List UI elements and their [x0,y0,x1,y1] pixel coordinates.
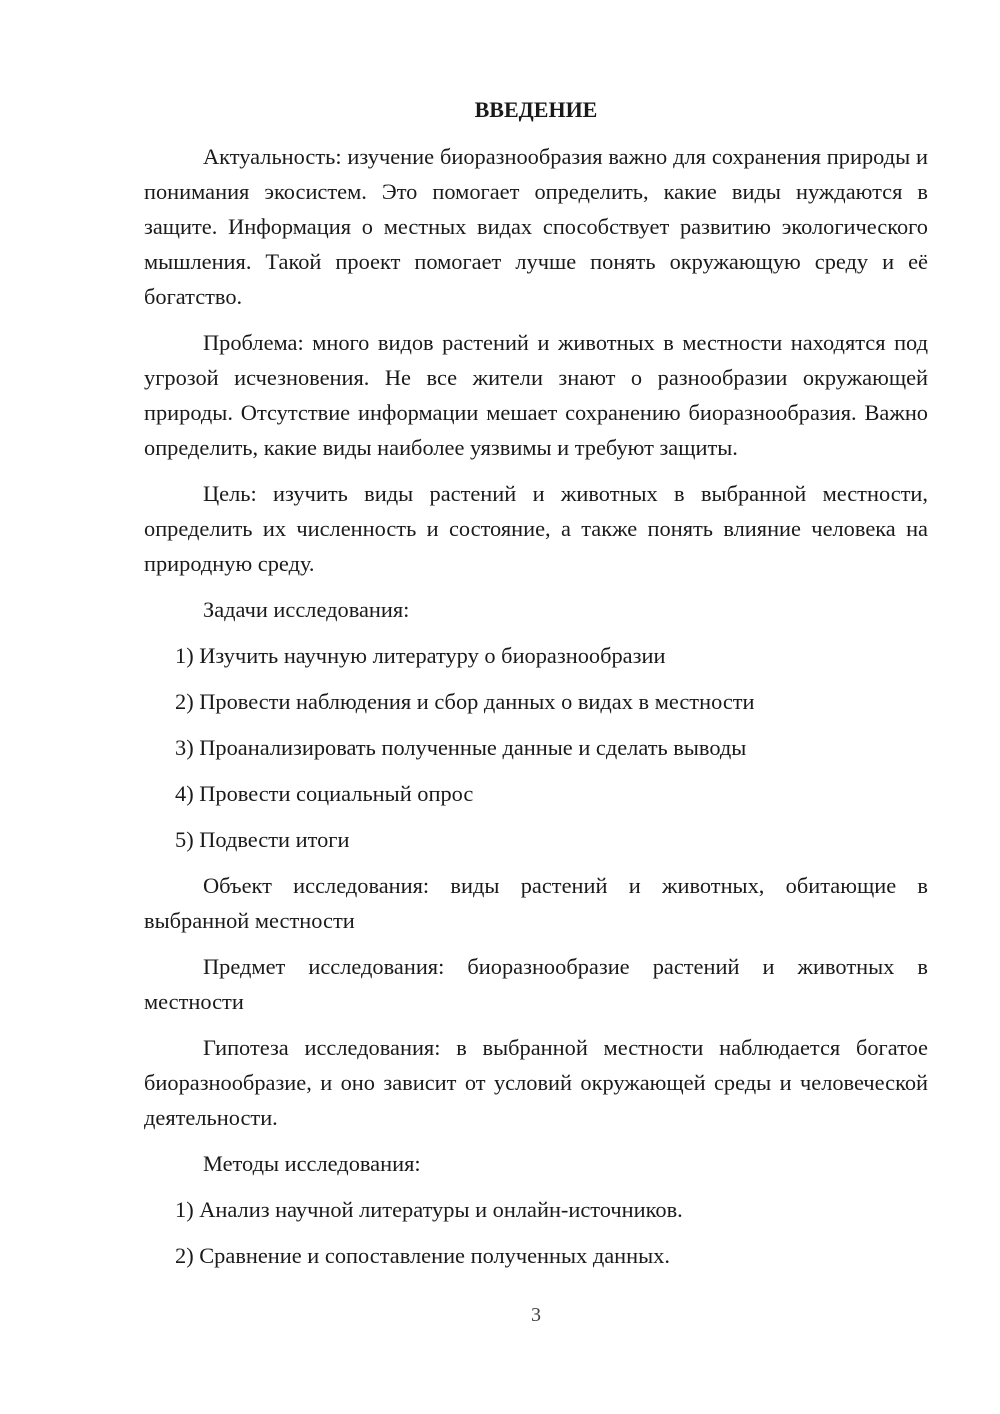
relevance-paragraph: Актуальность: изучение биоразнообразия важно для сохранения природы и понимания экосистем. Это помогает определить, какие виды нуждаются в защите. Информация о местных видах способствует развитию экологического мышления. Такой проект помогает лучше понять окружающую среду и её богатство. [144,144,928,309]
goal-paragraph: Цель: изучить виды растений и животных в выбранной местности, определить их численность и состояние, а также понять влияние человека на природную среду. [144,481,928,576]
task-item-1: 1) Изучить научную литературу о биоразнообразии [175,643,666,668]
page-number: 3 [531,1304,541,1326]
page-title: ВВЕДЕНИЕ [474,97,598,122]
task-item-5: 5) Подвести итоги [175,827,350,852]
document-page [144,92,928,1284]
hypothesis-paragraph: Гипотеза исследования: в выбранной местности наблюдается богатое биоразнообразие, и оно зависит от условий окружающей среды и человеческой деятельности. [144,1035,928,1130]
subject-paragraph: Предмет исследования: биоразнообразие растений и животных в местности [144,954,928,1014]
task-item-4: 4) Провести социальный опрос [175,781,474,806]
task-item-2: 2) Провести наблюдения и сбор данных о видах в местности [175,689,755,714]
problem-paragraph: Проблема: много видов растений и животных в местности находятся под угрозой исчезновения. Не все жители знают о разнообразии окружающей природы. Отсутствие информации мешает сохранению биоразнообразия. Важно определить, какие виды наиболее уязвимы и требуют защиты. [144,330,928,460]
method-item-1: 1) Анализ научной литературы и онлайн-источников. [175,1197,683,1222]
tasks-list [144,638,928,857]
object-paragraph: Объект исследования: виды растений и животных, обитающие в выбранной местности [144,873,928,933]
task-item-3: 3) Проанализировать полученные данные и сделать выводы [175,735,747,760]
methods-list [144,1192,928,1273]
methods-heading: Методы исследования: [203,1151,421,1176]
method-item-2: 2) Сравнение и сопоставление полученных данных. [175,1243,670,1268]
tasks-heading: Задачи исследования: [203,597,410,622]
